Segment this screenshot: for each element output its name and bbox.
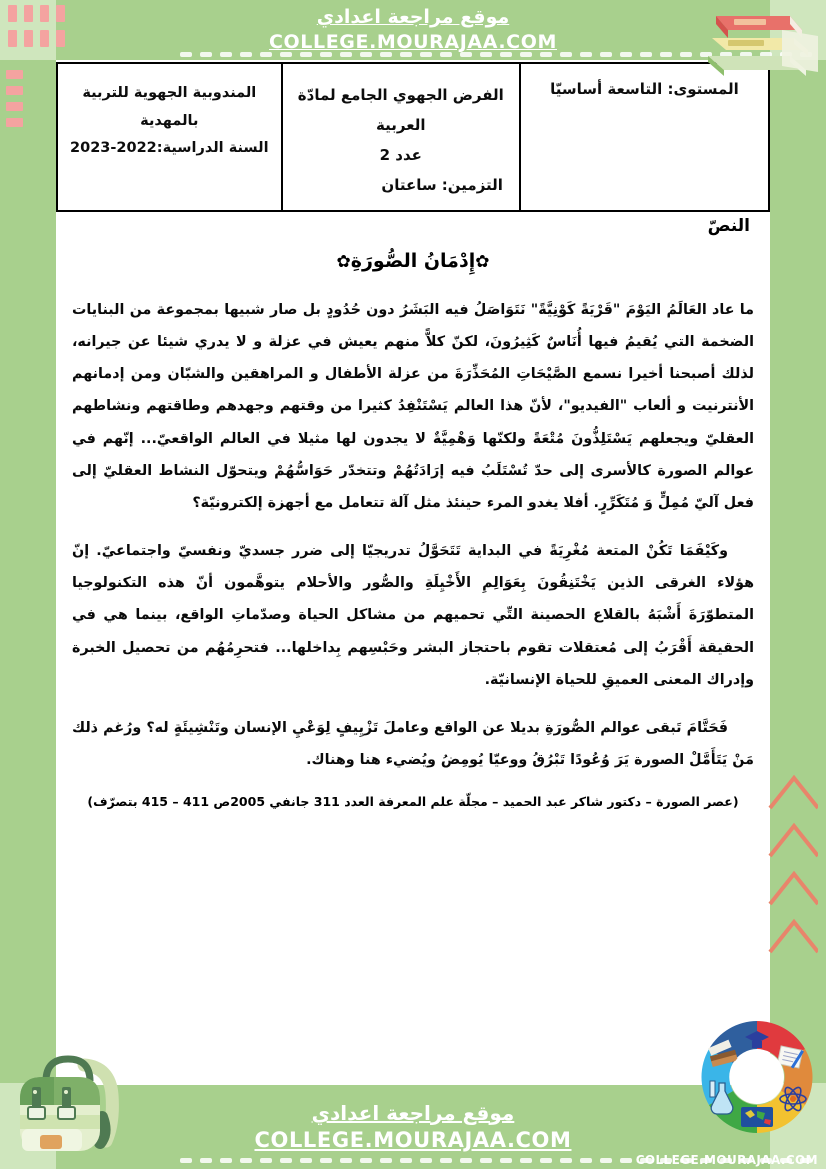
delegation-line-3: السنة الدراسية:2022-2023 xyxy=(70,140,269,157)
tick-decoration-row-second xyxy=(8,30,65,47)
paragraph-3: فَحَتَّامَ تَبقى عوالم الصُّورَةِ بديلا عن الواقع وعاملَ تَزْيِيفٍ لِوَعْيِ الإنسان وتَنْشِيئَةٍ له؟ ورُغم ذلك مَنْ يَتَأَمَّلْ الصورة يَرَ وُعُودًا تَبْرُقُ ووعيّا يُومِضُ ويُضيء هنا وهناك. xyxy=(72,719,754,769)
tick-decoration-column-left xyxy=(6,70,23,127)
site-banner-bottom-url: COLLEGE.MOURAJAA.COM xyxy=(254,1127,572,1152)
table-row xyxy=(57,63,769,211)
level-line: المستوى: التاسعة أساسيّا xyxy=(550,80,739,98)
table-cell-delegation xyxy=(57,63,282,211)
exam-title-line: الفرض الجهوي الجامع لمادّة العربية xyxy=(297,86,504,134)
backpack-icon xyxy=(6,1043,134,1163)
delegation-line-2: بالمهدية xyxy=(140,112,199,129)
text-source-reference: (عصر الصورة – دكتور شاكر عبد الحميد – مجلّة علم المعرفة العدد 311 جانفي 2005ص 411 – 415 بتصرّف) xyxy=(87,794,739,810)
text-title-line xyxy=(72,250,754,272)
chevron-decoration-icon xyxy=(766,770,818,980)
flower-ornament-icon-right: ✿ xyxy=(336,252,351,272)
flower-ornament-icon-left: ✿ xyxy=(475,252,490,272)
exam-number-line: عدد 2 xyxy=(379,146,422,164)
exam-header-table xyxy=(56,62,770,212)
education-wheel-icon xyxy=(692,1011,822,1143)
text-body xyxy=(56,196,770,896)
site-banner-top-arabic: موقع مراجعة اعدادي xyxy=(316,6,510,28)
section-label-nass: النصّ xyxy=(707,216,750,236)
delegation-line-1: المندوبية الجهوية للتربية xyxy=(82,85,257,101)
books-stack-icon xyxy=(692,0,824,78)
page-title: إِدْمَانُ الصُّورَةِ xyxy=(350,250,476,272)
site-banner-bottom-arabic: موقع مراجعة اعدادي xyxy=(311,1100,515,1125)
table-cell-level xyxy=(520,63,769,211)
paragraph-1: ما عاد العَالَمُ اليَوْمَ "قَرْيَةً كَوْنِيَّةً" نَتَوَاصَلُ فيه البَشَرُ دون حُدُودٍ بل صار شبيها بمجموعة من البنايات الضخمة التي يُقيمُ فيها أُنَاسٌ كَثِيرُونَ، لكنّ كلاًّ منهم يعيش في عزلة و لا يدري شيئا عن جيرانه، لذلك أصبحنا أخيرا نسمع الصَّيْحَاتِ المُحَذِّرَةَ من عزلة الأطفال و المراهقين والشبّان ومن إدمانهم الأنترنيت و ألعاب "الفيديو"، لأنّ هذا العالم يَسْتَنْفِدُ كثيرا من وقتهم وجهدهم وطاقتهم ونشاطهم العقليّ ويجعلهم يَسْتَلِذُّونَ مُتْعَةً ولكنّها وَهْمِيَّةٌ لا يجدون لها مثيلا في العالم الواقعيّ... إنّهم في عوالم الصورة كالأسرى إلى حدّ تُسْتَلَبُ فيه إرَادَتُهُمْ وتتخدّر حَوَاسُّهُمْ ويتحوّل النشاط العقليّ إلى فعل آليّ مُمِلٍّ وَ مُتَكَرِّرٍ. أفلا يغدو المرء حينئذ مثل آلة تتعامل مع أجهزة إلكترونيّة؟ xyxy=(72,302,754,511)
paragraph-2: وكَيْفَمَا تَكُنْ المتعة مُغْرِيَةً في البداية تَتَحَوَّلُ تدريجيّا إلى ضرر جسديّ ونفسيّ واجتماعيّ. إنّ هؤلاء الغرقى الذين يَخْتَنِقُونَ بِعَوَالِمِ الأَخْيِلَةِ والصُّور والأحلام يتوهَّمون أنّ هذه التكنولوجيا المتطوّرَةَ أَشْبَهُ بالقلاع الحصينة التِّي تحميهم من مشاكل الحياة وصدّماتِ الواقع، بينما هي في الحقيقة أَقْرَبُ إلى مُعتقلات تقوم باحتجاز البشر وحَبْسِهم بِداخلها... فتحرِمُهُم من تحصيل الخبرة وإدراك المعنى العميقِ للحياة الإنسانيّة. xyxy=(72,543,754,688)
table-cell-exam xyxy=(282,63,520,211)
tick-decoration-row-top xyxy=(8,5,65,22)
exam-duration-line: التزمين: ساعتان xyxy=(381,176,503,194)
site-banner-top-url: COLLEGE.MOURAJAA.COM xyxy=(269,30,557,53)
footer-corner-url: COLLEGE.MOURAJAA.COM xyxy=(635,1153,818,1167)
